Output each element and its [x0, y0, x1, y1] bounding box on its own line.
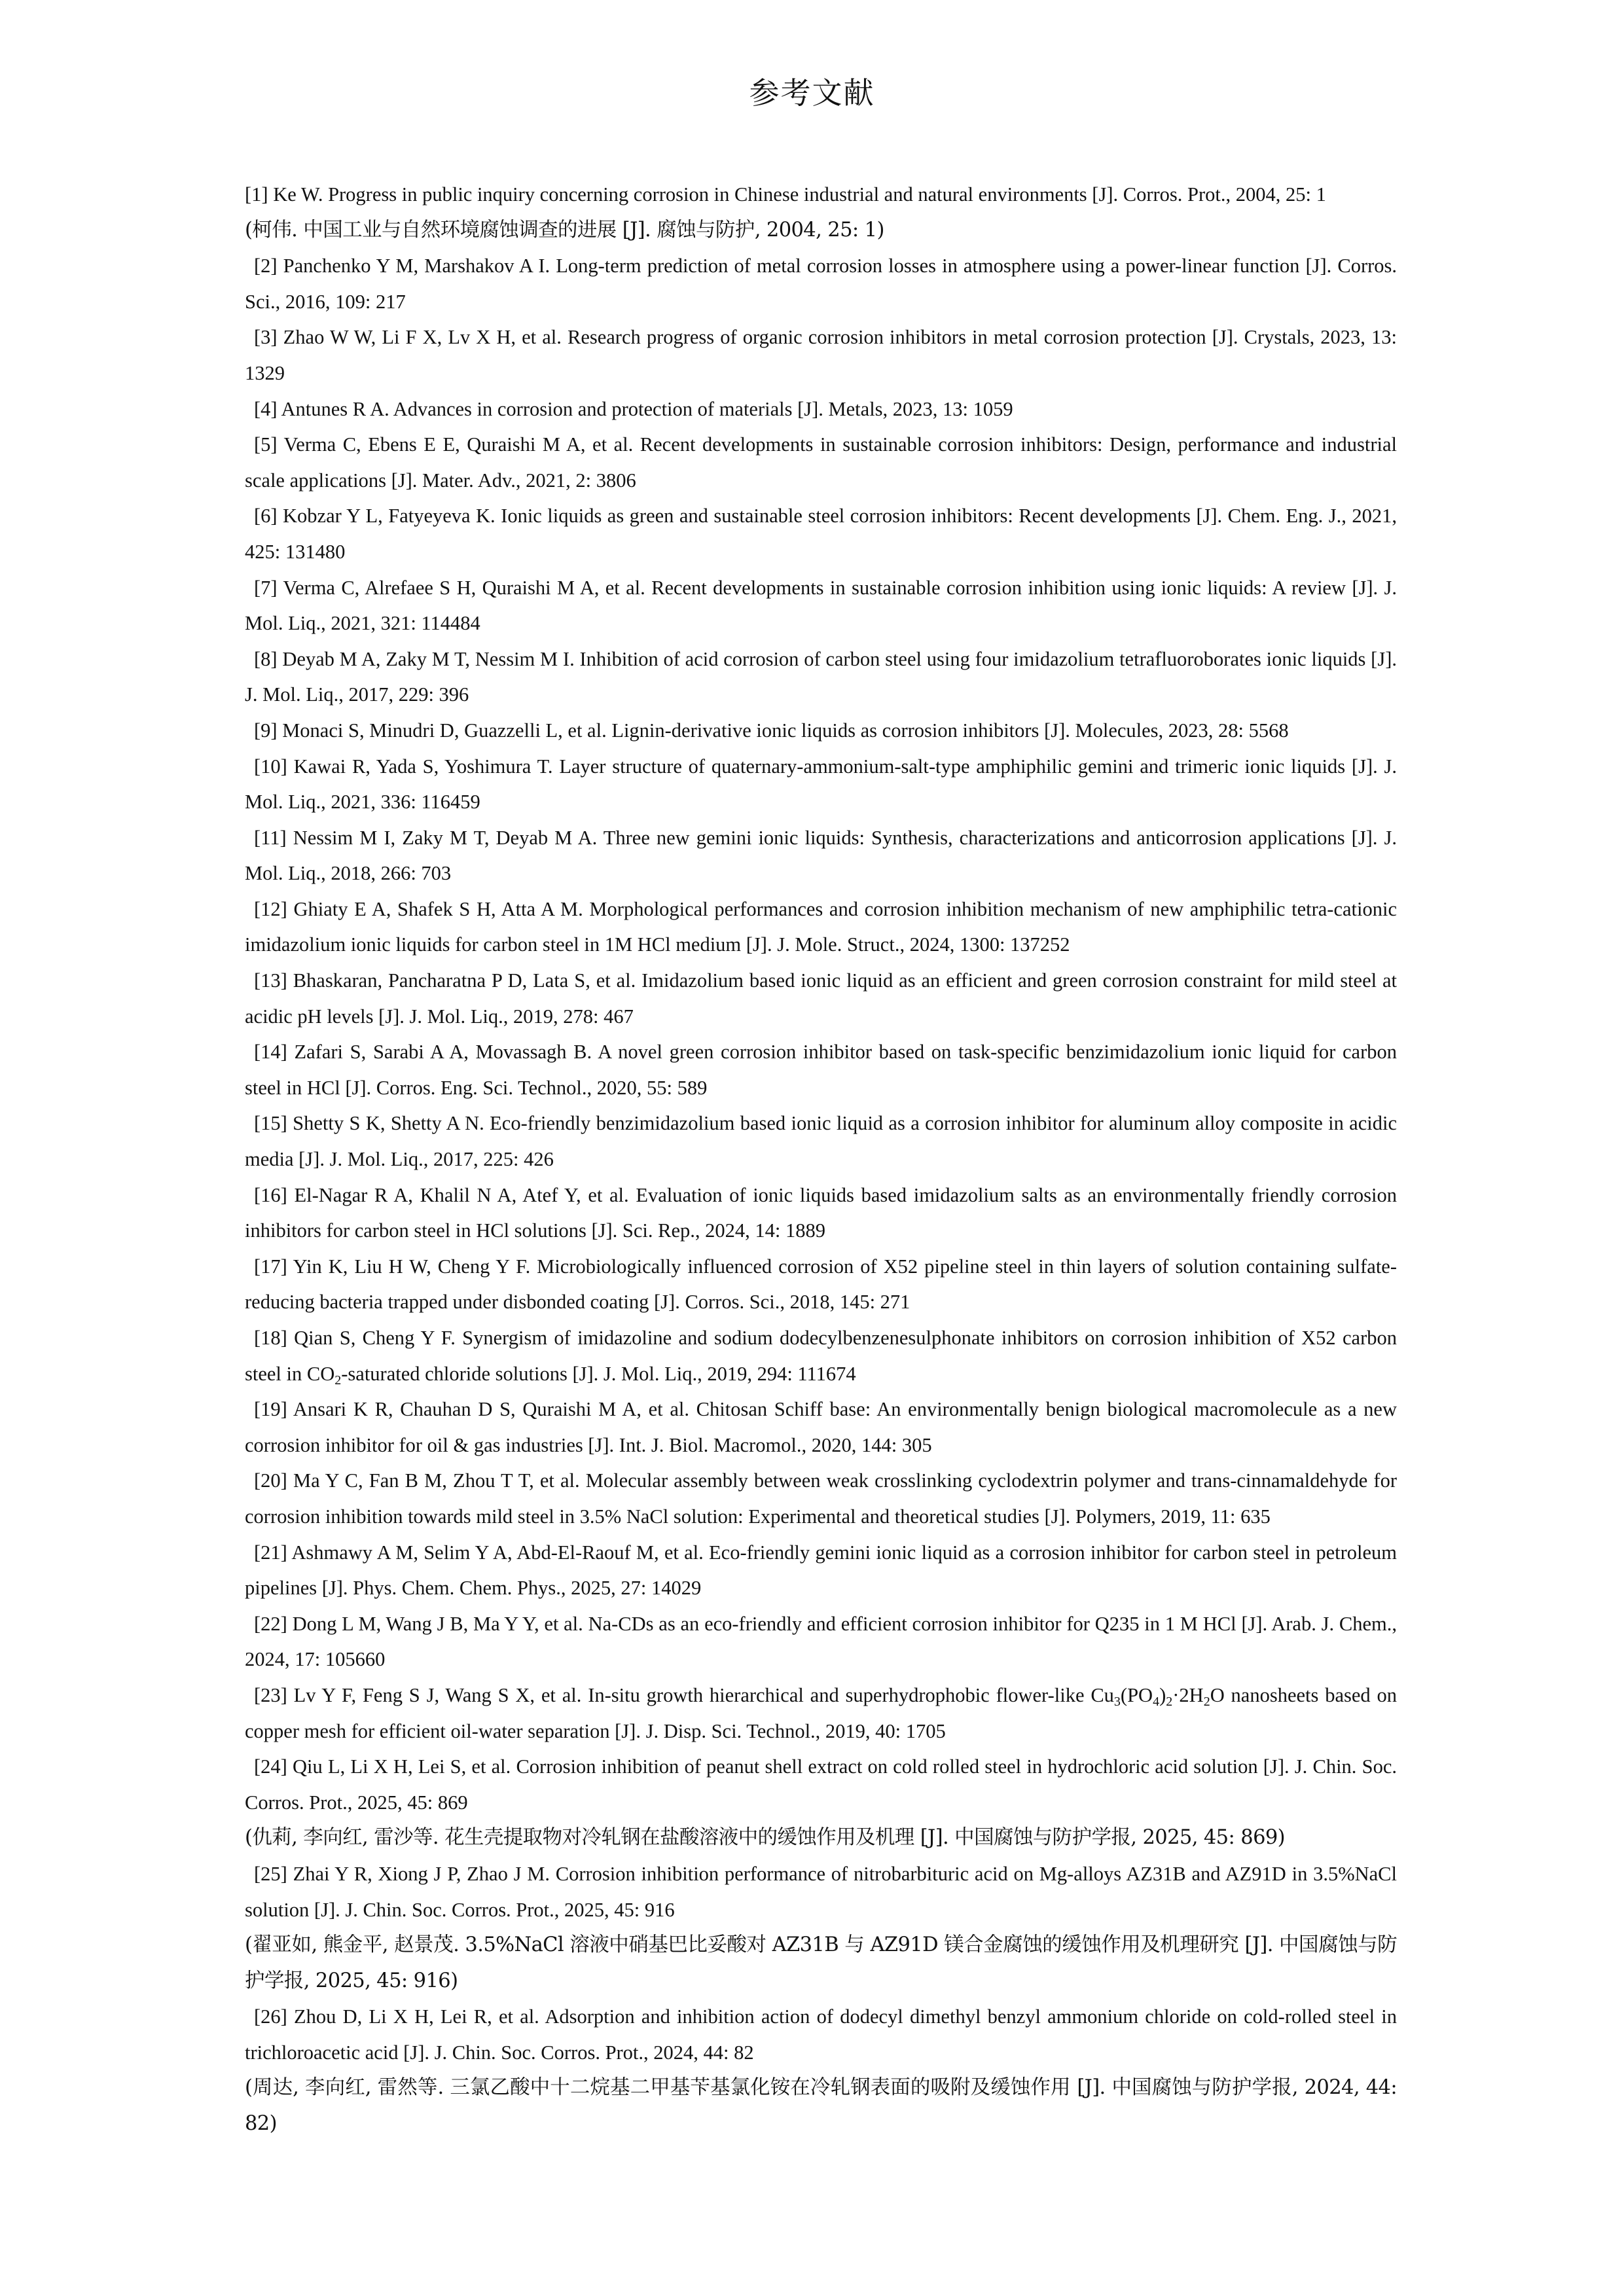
- reference-23-text-b: (PO: [1120, 1683, 1153, 1706]
- reference-item-11: [11] Nessim M I, Zaky M T, Deyab M A. Three new gemini ionic liquids: Synthesis, characterizations and anticorrosion applications [J]. J. Mol. Liq., 2018, 266: 703: [245, 826, 1397, 885]
- reference-item-8: [8] Deyab M A, Zaky M T, Nessim M I. Inhibition of acid corrosion of carbon steel using four imidazolium tetrafluoroborates ionic liquids [J]. J. Mol. Liq., 2017, 229: 396: [245, 647, 1397, 706]
- reference-23-text-e: O nanosheets based on copper mesh for efficient oil-water separation [J]. J. Disp. Sci. Technol., 2019, 40: 1705: [245, 1683, 1397, 1742]
- reference-18-text-b: -saturated chloride solutions [J]. J. Mol. Liq., 2019, 294: 111674: [341, 1362, 856, 1385]
- reference-item-17: [17] Yin K, Liu H W, Cheng Y F. Microbiologically influenced corrosion of X52 pipeline steel in thin layers of solution containing sulfate-reducing bacteria trapped under disbonded coating [J]. Corros. Sci., 2018, 145: 271: [245, 1255, 1397, 1314]
- reference-item-10: [10] Kawai R, Yada S, Yoshimura T. Layer structure of quaternary-ammonium-salt-type amphiphilic gemini and trimeric ionic liquids [J]. J. Mol. Liq., 2021, 336: 116459: [245, 755, 1397, 814]
- reference-item-4: [4] Antunes R A. Advances in corrosion and protection of materials [J]. Metals, 2023, 13: 1059: [254, 397, 1013, 420]
- reference-item-26: [26] Zhou D, Li X H, Lei R, et al. Adsorption and inhibition action of dodecyl dimethyl benzyl ammonium chloride on cold-rolled steel in trichloroacetic acid [J]. J. Chin. Soc. Corros. Prot., 2024, 44: 82: [245, 2005, 1397, 2064]
- reference-item-3: [3] Zhao W W, Li F X, Lv X H, et al. Research progress of organic corrosion inhibitors in metal corrosion protection [J]. Crystals, 2023, 13: 1329: [245, 326, 1397, 384]
- reference-item-21: [21] Ashmawy A M, Selim Y A, Abd-El-Raouf M, et al. Eco-friendly gemini ionic liquid as a corrosion inhibitor for carbon steel in petroleum pipelines [J]. Phys. Chem. Chem. Phys., 2025, 27: 14029: [245, 1541, 1397, 1600]
- reference-23-text-a: [23] Lv Y F, Feng S J, Wang S X, et al. In-situ growth hierarchical and superhydrophobic flower-like Cu: [254, 1683, 1114, 1706]
- reference-item-25: [25] Zhai Y R, Xiong J P, Zhao J M. Corrosion inhibition performance of nitrobarbituric acid on Mg-alloys AZ31B and AZ91D in 3.5%NaCl solution [J]. J. Chin. Soc. Corros. Prot., 2025, 45: 916: [245, 1862, 1397, 1921]
- reference-item-20: [20] Ma Y C, Fan B M, Zhou T T, et al. Molecular assembly between weak crosslinking cyclodextrin polymer and trans-cinnamaldehyde for corrosion inhibition towards mild steel in 3.5% NaCl solution: Experimental and theoretical studies [J]. Polymers, 2019, 11: 635: [245, 1469, 1397, 1528]
- reference-item-14: [14] Zafari S, Sarabi A A, Movassagh B. A novel green corrosion inhibitor based on task-specific benzimidazolium ionic liquid for carbon steel in HCl [J]. Corros. Eng. Sci. Technol., 2020, 55: 589: [245, 1041, 1397, 1099]
- reference-23-subscript-1: 3: [1113, 1694, 1121, 1709]
- reference-item-9: [9] Monaci S, Minudri D, Guazzelli L, et al. Lignin-derivative ionic liquids as corrosion inhibitors [J]. Molecules, 2023, 28: 5568: [254, 719, 1289, 742]
- reference-list: [245, 177, 1397, 2142]
- reference-item-25-chinese: (翟亚如, 熊金平, 赵景茂. 3.5%NaCl 溶液中硝基巴比妥酸对 AZ31B 与 AZ91D 镁合金腐蚀的缓蚀作用及机理研究 [J]. 中国腐蚀与防护学报, 2025, 45: 916): [245, 1933, 1397, 1992]
- reference-item-24-chinese: (仇莉, 李向红, 雷沙等. 花生壳提取物对冷轧钢在盐酸溶液中的缓蚀作用及机理 [J]. 中国腐蚀与防护学报, 2025, 45: 869): [245, 1826, 1285, 1850]
- reference-23-subscript-4: 2: [1203, 1694, 1210, 1709]
- reference-23-subscript-3: 2: [1166, 1694, 1173, 1709]
- reference-23-text-d: ·2H: [1172, 1683, 1204, 1706]
- reference-18-subscript: 2: [334, 1372, 342, 1388]
- reference-item-22: [22] Dong L M, Wang J B, Ma Y Y, et al. Na-CDs as an eco-friendly and efficient corrosion inhibitor for Q235 in 1 M HCl [J]. Arab. J. Chem., 2024, 17: 105660: [245, 1612, 1397, 1671]
- reference-item-24: [24] Qiu L, Li X H, Lei S, et al. Corrosion inhibition of peanut shell extract on cold rolled steel in hydrochloric acid solution [J]. J. Chin. Soc. Corros. Prot., 2025, 45: 869: [245, 1755, 1397, 1814]
- reference-23-subscript-2: 4: [1153, 1694, 1160, 1709]
- reference-item-15: [15] Shetty S K, Shetty A N. Eco-friendly benzimidazolium based ionic liquid as a corrosion inhibitor for aluminum alloy composite in acidic media [J]. J. Mol. Liq., 2017, 225: 426: [245, 1112, 1397, 1171]
- reference-item-1: [1] Ke W. Progress in public inquiry concerning corrosion in Chinese industrial and natural environments [J]. Corros. Prot., 2004, 25: 1: [245, 183, 1326, 206]
- reference-item-19: [19] Ansari K R, Chauhan D S, Quraishi M A, et al. Chitosan Schiff base: An environmentally benign biological macromolecule as a new corrosion inhibitor for oil & gas industries [J]. Int. J. Biol. Macromol., 2020, 144: 305: [245, 1398, 1397, 1456]
- reference-item-6: [6] Kobzar Y L, Fatyeyeva K. Ionic liquids as green and sustainable steel corrosion inhibitors: Recent developments [J]. Chem. Eng. J., 2021, 425: 131480: [245, 505, 1397, 563]
- reference-18-text-a: [18] Qian S, Cheng Y F. Synergism of imidazoline and sodium dodecylbenzenesulphonate inhibitors on corrosion inhibition of X52 carbon steel in CO: [245, 1327, 1397, 1385]
- reference-23-text-c: ): [1159, 1683, 1166, 1706]
- page-title: 参考文献: [749, 75, 875, 111]
- reference-item-2: [2] Panchenko Y M, Marshakov A I. Long-term prediction of metal corrosion losses in atmosphere using a power-linear function [J]. Corros. Sci., 2016, 109: 217: [245, 255, 1397, 313]
- reference-item-26-chinese: (周达, 李向红, 雷然等. 三氯乙酸中十二烷基二甲基苄基氯化铵在冷轧钢表面的吸附及缓蚀作用 [J]. 中国腐蚀与防护学报, 2024, 44: 82): [245, 2076, 1397, 2136]
- reference-item-7: [7] Verma C, Alrefaee S H, Quraishi M A, et al. Recent developments in sustainable corrosion inhibition using ionic liquids: A review [J]. J. Mol. Liq., 2021, 321: 114484: [245, 576, 1397, 635]
- reference-item-1-chinese: (柯伟. 中国工业与自然环境腐蚀调查的进展 [J]. 腐蚀与防护, 2004, 25: 1): [245, 218, 884, 242]
- reference-item-5: [5] Verma C, Ebens E E, Quraishi M A, et al. Recent developments in sustainable corrosion inhibitors: Design, performance and industrial scale applications [J]. Mater. Adv., 2021, 2: 3806: [245, 433, 1397, 492]
- reference-item-16: [16] El-Nagar R A, Khalil N A, Atef Y, et al. Evaluation of ionic liquids based imidazolium salts as an environmentally friendly corrosion inhibitors for carbon steel in HCl solutions [J]. Sci. Rep., 2024, 14: 1889: [245, 1183, 1397, 1242]
- reference-item-12: [12] Ghiaty E A, Shafek S H, Atta A M. Morphological performances and corrosion inhibition mechanism of new amphiphilic tetra-cationic imidazolium ionic liquids for carbon steel in 1M HCl medium [J]. J. Mole. Struct., 2024, 1300: 137252: [245, 897, 1397, 956]
- reference-item-23: [245, 1677, 1397, 1749]
- reference-item-13: [13] Bhaskaran, Pancharatna P D, Lata S, et al. Imidazolium based ionic liquid as an efficient and green corrosion constraint for mild steel at acidic pH levels [J]. J. Mol. Liq., 2019, 278: 467: [245, 969, 1397, 1028]
- reference-item-18: [245, 1320, 1397, 1391]
